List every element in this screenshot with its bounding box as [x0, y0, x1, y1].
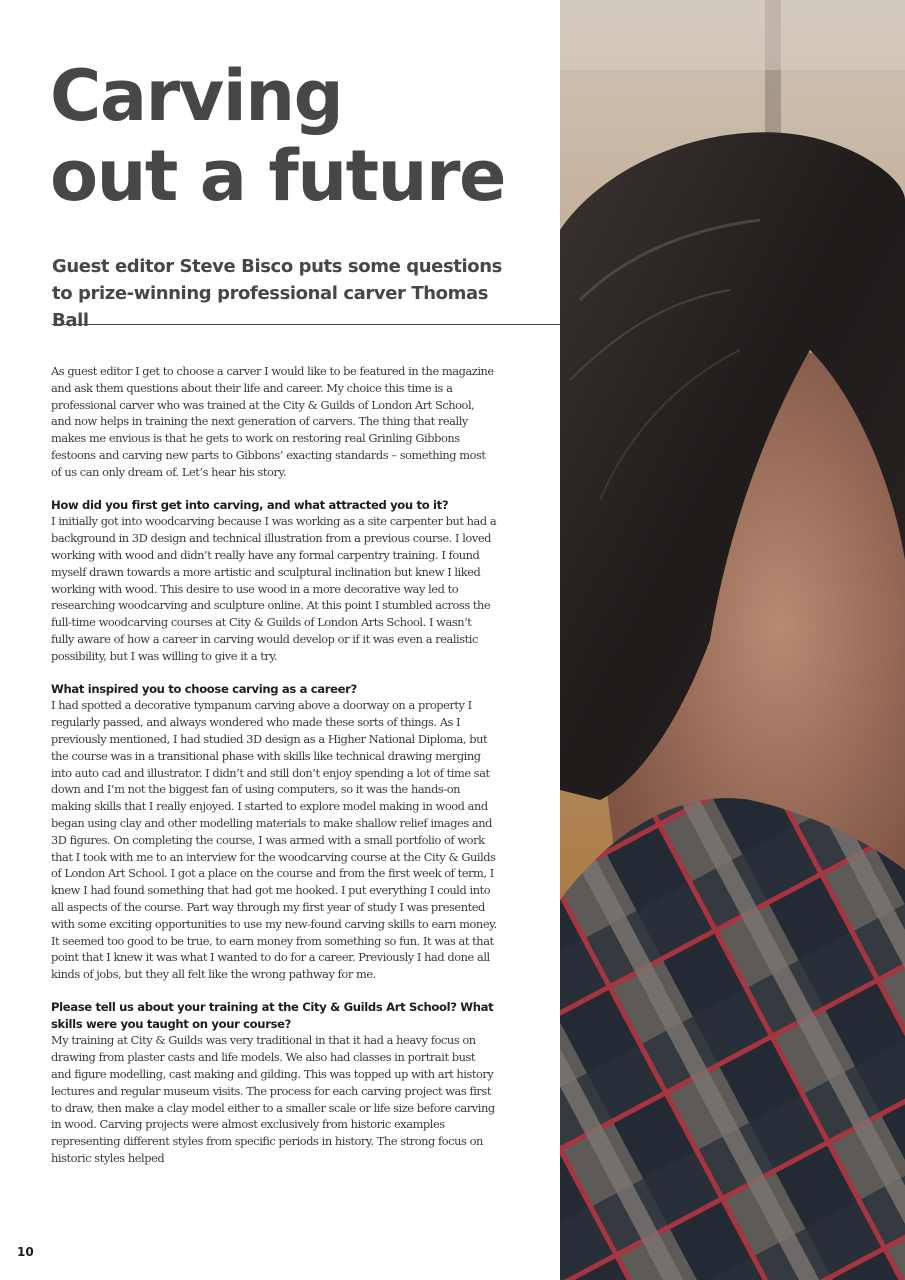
intro-paragraph: As guest editor I get to choose a carver I would like to be featured in the magazine and ask them questions about their life and career. My choice this time is a professional carver who was trained at the City & Guilds of London Art School, and now helps in training the next generation of carvers. The thing that really makes me envious is that he gets to work on restoring real Grinling Gibbons festoons and carving new parts to Gibbons’ exacting standards – something most of us can only dream of. Let’s hear his story. [51, 364, 494, 479]
question-1: How did you first get into carving, and what attracted you to it? [51, 497, 449, 512]
question-3: Please tell us about your training at the City & Guilds Art School? What skills were you taught on your course? [51, 999, 494, 1031]
qa-block-2 [51, 681, 497, 983]
qa-block-3 [51, 999, 497, 1167]
qa-block-1 [51, 497, 497, 665]
title-line-2: out a future [50, 135, 505, 217]
answer-1: I initially got into woodcarving because I was working as a site carpenter but had a background in 3D design and technical illustration from a previous course. I loved working with wood and didn’t really have any formal carpentry training. I found myself drawn towards a more artistic and sculptural inclination but knew I liked working with wood. This desire to use wood in a more decorative way led to researching woodcarving and sculpture online. At this point I stumbled across the full-time woodcarving courses at City & Guilds of London Arts School. I wasn’t fully aware of how a career in carving would develop or if it was even a realistic possibility, but I was willing to give it a try. [51, 514, 497, 663]
answer-2: I had spotted a decorative tympanum carving above a doorway on a property I regularly passed, and always wondered who made these sorts of things. As I previously mentioned, I had studied 3D design as a Higher National Diploma, but the course was in a transitional phase with skills like technical drawing merging into auto cad and illustrator. I didn’t and still don’t enjoy spending a lot of time sat down and I’m not the biggest fan of using computers, so it was the hands-on making skills that I really enjoyed. I started to explore model making in wood and began using clay and other modelling materials to make shallow relief images and 3D figures. On completing the course, I was armed with a small portfolio of work that I took with me to an interview for the woodcarving course at the City & Guilds of London Art School. I got a place on the course and from the first week of term, I knew I had found something that had got me hooked. I put everything I could into all aspects of the course. Part way through my first year of study I was presented with some exciting opportunities to use my new-found carving skills to earn money. It seemed too good to be true, to earn money from something so fun. It was at that point that I knew it was what I wanted to do for a career. Previously I had done all kinds of jobs, but they all felt like the wrong pathway for me. [51, 698, 497, 982]
answer-3: My training at City & Guilds was very traditional in that it had a heavy focus on drawing from plaster casts and life models. We also had classes in portrait bust and figure modelling, cast making and gilding. This was topped up with art history lectures and regular museum visits. The process for each carving project was first to draw, then make a clay model either to a smaller scale or life size before carving in wood. Carving projects were almost exclusively from historic examples representing different styles from specific periods in history. The strong focus on historic styles helped [51, 1033, 495, 1166]
portrait-photo [560, 0, 905, 1280]
article-title [50, 56, 550, 216]
question-2: What inspired you to choose carving as a career? [51, 681, 357, 696]
article-body [51, 363, 497, 1183]
title-divider [52, 324, 560, 325]
article-standfirst: Guest editor Steve Bisco puts some questions to prize-winning professional carver Thomas Ball [52, 256, 502, 331]
title-line-1: Carving [50, 55, 343, 137]
page-number: 10 [17, 1245, 34, 1259]
